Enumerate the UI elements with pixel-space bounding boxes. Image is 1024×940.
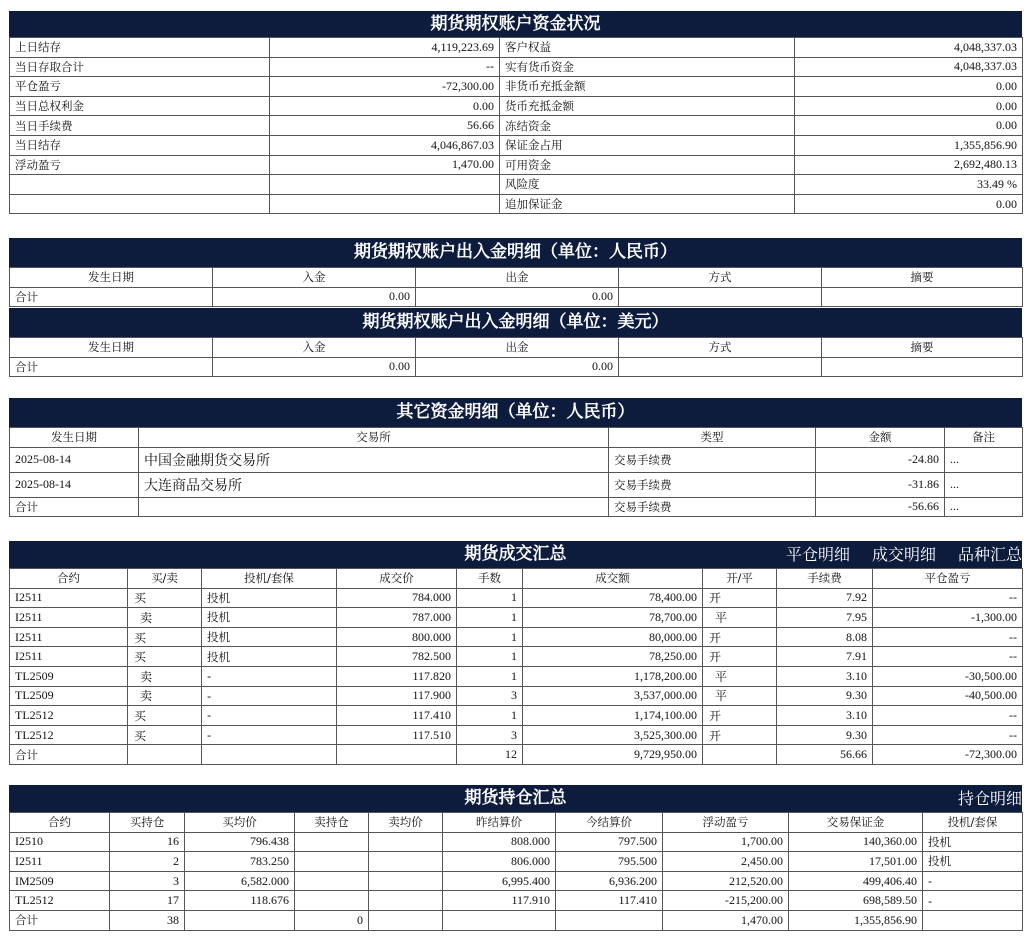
column-header: 类型: [609, 428, 816, 448]
field-label: 实有货币资金: [500, 57, 795, 77]
field-label: 非货币充抵金额: [500, 77, 795, 97]
table-cell: 买: [128, 706, 202, 726]
table-row: [10, 725, 1023, 745]
empty-cell: [128, 745, 202, 765]
table-cell: 7.91: [777, 647, 873, 667]
other-funds-table: [9, 427, 1023, 517]
table-cell: 买: [128, 588, 202, 608]
column-header: 卖持仓: [295, 813, 369, 833]
field-value: [270, 194, 500, 214]
table-cell: 1,174,100.00: [523, 706, 703, 726]
nav-link[interactable]: 持仓明细: [957, 789, 1022, 808]
field-value: 4,119,223.69: [270, 38, 500, 58]
table-cell: TL2512: [10, 891, 110, 911]
table-row: [10, 647, 1023, 667]
date-cell: 2025-08-14: [10, 472, 139, 497]
table-row: [10, 666, 1023, 686]
column-header: 浮动盈亏: [663, 813, 789, 833]
table-row-total: [10, 357, 1023, 377]
table-row-total: [10, 745, 1023, 765]
column-header: 今结算价: [556, 813, 663, 833]
field-value: [270, 175, 500, 195]
table-cell: 17: [110, 891, 185, 911]
field-value: 0.00: [270, 96, 500, 116]
empty-cell: [369, 910, 443, 930]
column-header: 发生日期: [10, 268, 213, 288]
table-row: [10, 871, 1023, 891]
trades-table: [9, 568, 1023, 765]
table-row: [10, 472, 1023, 497]
table-row: [10, 588, 1023, 608]
column-header: 平仓盈亏: [873, 569, 1023, 589]
field-label: 当日结存: [10, 135, 270, 155]
table-cell: -: [202, 706, 337, 726]
field-value: 0.00: [795, 194, 1023, 214]
cash-flow-rmb-section: [9, 238, 1022, 307]
note-cell: ...: [945, 497, 1023, 517]
table-row: [10, 891, 1023, 911]
field-label: [10, 175, 270, 195]
column-header: 昨结算价: [443, 813, 556, 833]
table-cell: IM2509: [10, 871, 110, 891]
column-header: 手数: [457, 569, 523, 589]
table-cell: 平: [703, 608, 777, 628]
table-cell: 117.900: [337, 686, 457, 706]
table-cell: I2510: [10, 832, 110, 852]
table-cell: 78,700.00: [523, 608, 703, 628]
column-header: 出金: [416, 268, 619, 288]
table-cell: 1,178,200.00: [523, 666, 703, 686]
column-header: 发生日期: [10, 428, 139, 448]
table-cell: -: [202, 666, 337, 686]
empty-cell: [139, 497, 609, 517]
table-cell: -40,500.00: [873, 686, 1023, 706]
field-label: 浮动盈亏: [10, 155, 270, 175]
positions-nav-links: [936, 785, 1022, 812]
field-value: 4,048,337.03: [795, 57, 1023, 77]
total-label: 合计: [10, 287, 213, 307]
table-cell: 117.410: [556, 891, 663, 911]
field-label: 冻结资金: [500, 116, 795, 136]
positions-title: 期货持仓汇总: [464, 788, 567, 808]
table-cell: 投机: [202, 588, 337, 608]
cash-flow-rmb-title: 期货期权账户出入金明细（单位：人民币）: [9, 238, 1022, 267]
table-header-row: [10, 338, 1023, 358]
table-cell: 9.30: [777, 686, 873, 706]
positions-section: [9, 785, 1022, 931]
nav-link[interactable]: 平仓明细: [785, 545, 850, 564]
table-cell: I2511: [10, 608, 128, 628]
field-value: 1,470.00: [270, 155, 500, 175]
table-row: [10, 706, 1023, 726]
table-cell: --: [873, 647, 1023, 667]
table-cell: 1: [457, 627, 523, 647]
table-cell: 2,450.00: [663, 852, 789, 872]
field-label: 上日结存: [10, 38, 270, 58]
table-cell: 1: [457, 608, 523, 628]
table-cell: --: [873, 588, 1023, 608]
field-value: 4,046,867.03: [270, 135, 500, 155]
table-row: [10, 194, 1023, 214]
column-header: 交易保证金: [789, 813, 923, 833]
table-row: [10, 447, 1023, 472]
note-cell: ...: [945, 447, 1023, 472]
table-header-row: [10, 813, 1023, 833]
field-label: 客户权益: [500, 38, 795, 58]
column-header: 出金: [416, 338, 619, 358]
field-value: 2,692,480.13: [795, 155, 1023, 175]
account-status-table: [9, 37, 1023, 214]
table-row: [10, 155, 1023, 175]
table-cell: 16: [110, 832, 185, 852]
column-header: 入金: [213, 268, 416, 288]
table-cell: 783.250: [185, 852, 295, 872]
table-cell: [295, 832, 369, 852]
column-header: 方式: [619, 338, 822, 358]
table-header-row: [10, 268, 1023, 288]
table-cell: 3: [457, 725, 523, 745]
total-fee: 56.66: [777, 745, 873, 765]
column-header: 入金: [213, 338, 416, 358]
empty-cell: [923, 910, 1023, 930]
column-header: 合约: [10, 569, 128, 589]
total-margin: 1,355,856.90: [789, 910, 923, 930]
total-out: 0.00: [416, 287, 619, 307]
table-row: [10, 135, 1023, 155]
table-cell: 平: [703, 686, 777, 706]
table-cell: 140,360.00: [789, 832, 923, 852]
total-qty: 12: [457, 745, 523, 765]
table-cell: 6,582.000: [185, 871, 295, 891]
table-cell: 117.910: [443, 891, 556, 911]
table-cell: 投机: [202, 608, 337, 628]
amount-cell: -24.80: [816, 447, 945, 472]
exchange-cell: 大连商品交易所: [139, 472, 609, 497]
column-header: 摘要: [822, 268, 1023, 288]
empty-cell: [703, 745, 777, 765]
table-cell: -: [202, 725, 337, 745]
table-cell: I2511: [10, 588, 128, 608]
column-header: 摘要: [822, 338, 1023, 358]
table-cell: 808.000: [443, 832, 556, 852]
total-label: 合计: [10, 910, 110, 930]
field-label: [10, 194, 270, 214]
table-cell: 80,000.00: [523, 627, 703, 647]
total-in: 0.00: [213, 287, 416, 307]
field-value: 33.49 %: [795, 175, 1023, 195]
column-header: 方式: [619, 268, 822, 288]
column-header: 买均价: [185, 813, 295, 833]
table-cell: 9.30: [777, 725, 873, 745]
table-cell: 117.820: [337, 666, 457, 686]
table-row-total: [10, 287, 1023, 307]
table-cell: 3: [457, 686, 523, 706]
other-funds-section: [9, 398, 1022, 517]
table-cell: TL2512: [10, 706, 128, 726]
field-value: -72,300.00: [270, 77, 500, 97]
table-cell: 795.500: [556, 852, 663, 872]
table-cell: 买: [128, 627, 202, 647]
trades-section: [9, 541, 1022, 765]
table-cell: 平: [703, 666, 777, 686]
table-cell: -: [923, 871, 1023, 891]
total-out: 0.00: [416, 357, 619, 377]
table-cell: [295, 891, 369, 911]
field-label: 货币充抵金额: [500, 96, 795, 116]
table-cell: 卖: [128, 608, 202, 628]
account-status-title: 期货期权账户资金状况: [9, 11, 1022, 37]
table-cell: 投机: [923, 832, 1023, 852]
field-value: 0.00: [795, 77, 1023, 97]
positions-table: [9, 812, 1023, 931]
field-label: 保证金占用: [500, 135, 795, 155]
table-cell: 开: [703, 627, 777, 647]
table-cell: 8.08: [777, 627, 873, 647]
empty-cell: [443, 910, 556, 930]
table-cell: [369, 852, 443, 872]
table-cell: -: [202, 686, 337, 706]
table-row: [10, 832, 1023, 852]
field-value: 0.00: [795, 96, 1023, 116]
table-row: [10, 175, 1023, 195]
table-row-total: [10, 497, 1023, 517]
field-label: 追加保证金: [500, 194, 795, 214]
table-cell: TL2509: [10, 686, 128, 706]
table-cell: 6,936.200: [556, 871, 663, 891]
field-value: 4,048,337.03: [795, 38, 1023, 58]
table-cell: 800.000: [337, 627, 457, 647]
table-row: [10, 627, 1023, 647]
type-cell: 交易手续费: [609, 472, 816, 497]
column-header: 备注: [945, 428, 1023, 448]
table-cell: --: [873, 627, 1023, 647]
column-header: 金额: [816, 428, 945, 448]
table-cell: 投机: [202, 647, 337, 667]
table-cell: 卖: [128, 686, 202, 706]
total-label: 合计: [10, 745, 128, 765]
field-label: 可用资金: [500, 155, 795, 175]
nav-link[interactable]: 成交明细: [871, 545, 936, 564]
table-cell: 797.500: [556, 832, 663, 852]
table-cell: 卖: [128, 666, 202, 686]
type-cell: 交易手续费: [609, 497, 816, 517]
table-cell: --: [873, 725, 1023, 745]
table-cell: --: [873, 706, 1023, 726]
field-label: 当日存取合计: [10, 57, 270, 77]
cash-flow-usd-table: [9, 337, 1023, 377]
table-cell: 开: [703, 588, 777, 608]
total-pnl: -72,300.00: [873, 745, 1023, 765]
table-cell: 6,995.400: [443, 871, 556, 891]
table-cell: I2511: [10, 852, 110, 872]
table-cell: 499,406.40: [789, 871, 923, 891]
table-cell: -1,300.00: [873, 608, 1023, 628]
table-cell: [369, 832, 443, 852]
table-header-row: [10, 428, 1023, 448]
empty-cell: [337, 745, 457, 765]
table-cell: I2511: [10, 647, 128, 667]
field-label: 风险度: [500, 175, 795, 195]
table-row: [10, 77, 1023, 97]
total-amount: 9,729,950.00: [523, 745, 703, 765]
column-header: 开/平: [703, 569, 777, 589]
table-cell: 796.438: [185, 832, 295, 852]
cash-flow-usd-title: 期货期权账户出入金明细（单位：美元）: [9, 308, 1022, 337]
exchange-cell: 中国金融期货交易所: [139, 447, 609, 472]
field-value: 56.66: [270, 116, 500, 136]
total-in: 0.00: [213, 357, 416, 377]
table-row: [10, 38, 1023, 58]
empty-cell: [556, 910, 663, 930]
table-cell: 开: [703, 706, 777, 726]
table-cell: -215,200.00: [663, 891, 789, 911]
field-value: --: [270, 57, 500, 77]
column-header: 交易所: [139, 428, 609, 448]
column-header: 买持仓: [110, 813, 185, 833]
table-cell: -30,500.00: [873, 666, 1023, 686]
table-cell: 3,525,300.00: [523, 725, 703, 745]
column-header: 发生日期: [10, 338, 213, 358]
table-cell: 1: [457, 666, 523, 686]
total-float: 1,470.00: [663, 910, 789, 930]
table-cell: TL2512: [10, 725, 128, 745]
total-label: 合计: [10, 357, 213, 377]
table-cell: 买: [128, 647, 202, 667]
account-status-section: [9, 11, 1022, 214]
table-cell: 698,589.50: [789, 891, 923, 911]
table-row: [10, 852, 1023, 872]
note-cell: ...: [945, 472, 1023, 497]
table-cell: 78,250.00: [523, 647, 703, 667]
table-row: [10, 686, 1023, 706]
column-header: 买/卖: [128, 569, 202, 589]
empty-cell: [185, 910, 295, 930]
table-cell: 买: [128, 725, 202, 745]
column-header: 卖均价: [369, 813, 443, 833]
trades-title: 期货成交汇总: [464, 544, 567, 564]
amount-cell: -31.86: [816, 472, 945, 497]
table-cell: 1: [457, 588, 523, 608]
table-cell: 1: [457, 647, 523, 667]
table-cell: 3,537,000.00: [523, 686, 703, 706]
table-cell: 3.10: [777, 706, 873, 726]
table-cell: 212,520.00: [663, 871, 789, 891]
table-cell: [295, 871, 369, 891]
table-cell: -: [923, 891, 1023, 911]
table-cell: TL2509: [10, 666, 128, 686]
table-cell: 3.10: [777, 666, 873, 686]
field-label: 当日手续费: [10, 116, 270, 136]
table-cell: [369, 891, 443, 911]
empty-cell: [202, 745, 337, 765]
table-cell: [369, 871, 443, 891]
table-cell: 投机: [202, 627, 337, 647]
field-value: 0.00: [795, 116, 1023, 136]
table-cell: 782.500: [337, 647, 457, 667]
total-buy: 38: [110, 910, 185, 930]
table-row: [10, 96, 1023, 116]
table-cell: 3: [110, 871, 185, 891]
table-cell: 78,400.00: [523, 588, 703, 608]
trades-nav-links: [764, 541, 1022, 568]
table-cell: [295, 852, 369, 872]
column-header: 投机/套保: [202, 569, 337, 589]
column-header: 合约: [10, 813, 110, 833]
column-header: 成交额: [523, 569, 703, 589]
table-cell: 开: [703, 647, 777, 667]
field-value: 1,355,856.90: [795, 135, 1023, 155]
table-cell: 118.676: [185, 891, 295, 911]
table-cell: 1: [457, 706, 523, 726]
total-label: 合计: [10, 497, 139, 517]
table-cell: 开: [703, 725, 777, 745]
cash-flow-rmb-table: [9, 267, 1023, 307]
column-header: 投机/套保: [923, 813, 1023, 833]
date-cell: 2025-08-14: [10, 447, 139, 472]
table-row: [10, 608, 1023, 628]
table-cell: 7.95: [777, 608, 873, 628]
type-cell: 交易手续费: [609, 447, 816, 472]
table-row-total: [10, 910, 1023, 930]
nav-link[interactable]: 品种汇总: [957, 545, 1022, 564]
total-amount: -56.66: [816, 497, 945, 517]
table-cell: 787.000: [337, 608, 457, 628]
table-cell: 7.92: [777, 588, 873, 608]
table-header-row: [10, 569, 1023, 589]
table-cell: 1,700.00: [663, 832, 789, 852]
cash-flow-usd-section: [9, 308, 1022, 377]
table-cell: 117.510: [337, 725, 457, 745]
table-cell: 投机: [923, 852, 1023, 872]
table-row: [10, 57, 1023, 77]
table-cell: I2511: [10, 627, 128, 647]
total-sell: 0: [295, 910, 369, 930]
table-cell: 17,501.00: [789, 852, 923, 872]
table-cell: 784.000: [337, 588, 457, 608]
table-cell: 117.410: [337, 706, 457, 726]
table-cell: 806.000: [443, 852, 556, 872]
table-cell: 2: [110, 852, 185, 872]
field-label: 平仓盈亏: [10, 77, 270, 97]
table-row: [10, 116, 1023, 136]
column-header: 手续费: [777, 569, 873, 589]
field-label: 当日总权利金: [10, 96, 270, 116]
other-funds-title: 其它资金明细（单位：人民币）: [9, 398, 1022, 427]
column-header: 成交价: [337, 569, 457, 589]
